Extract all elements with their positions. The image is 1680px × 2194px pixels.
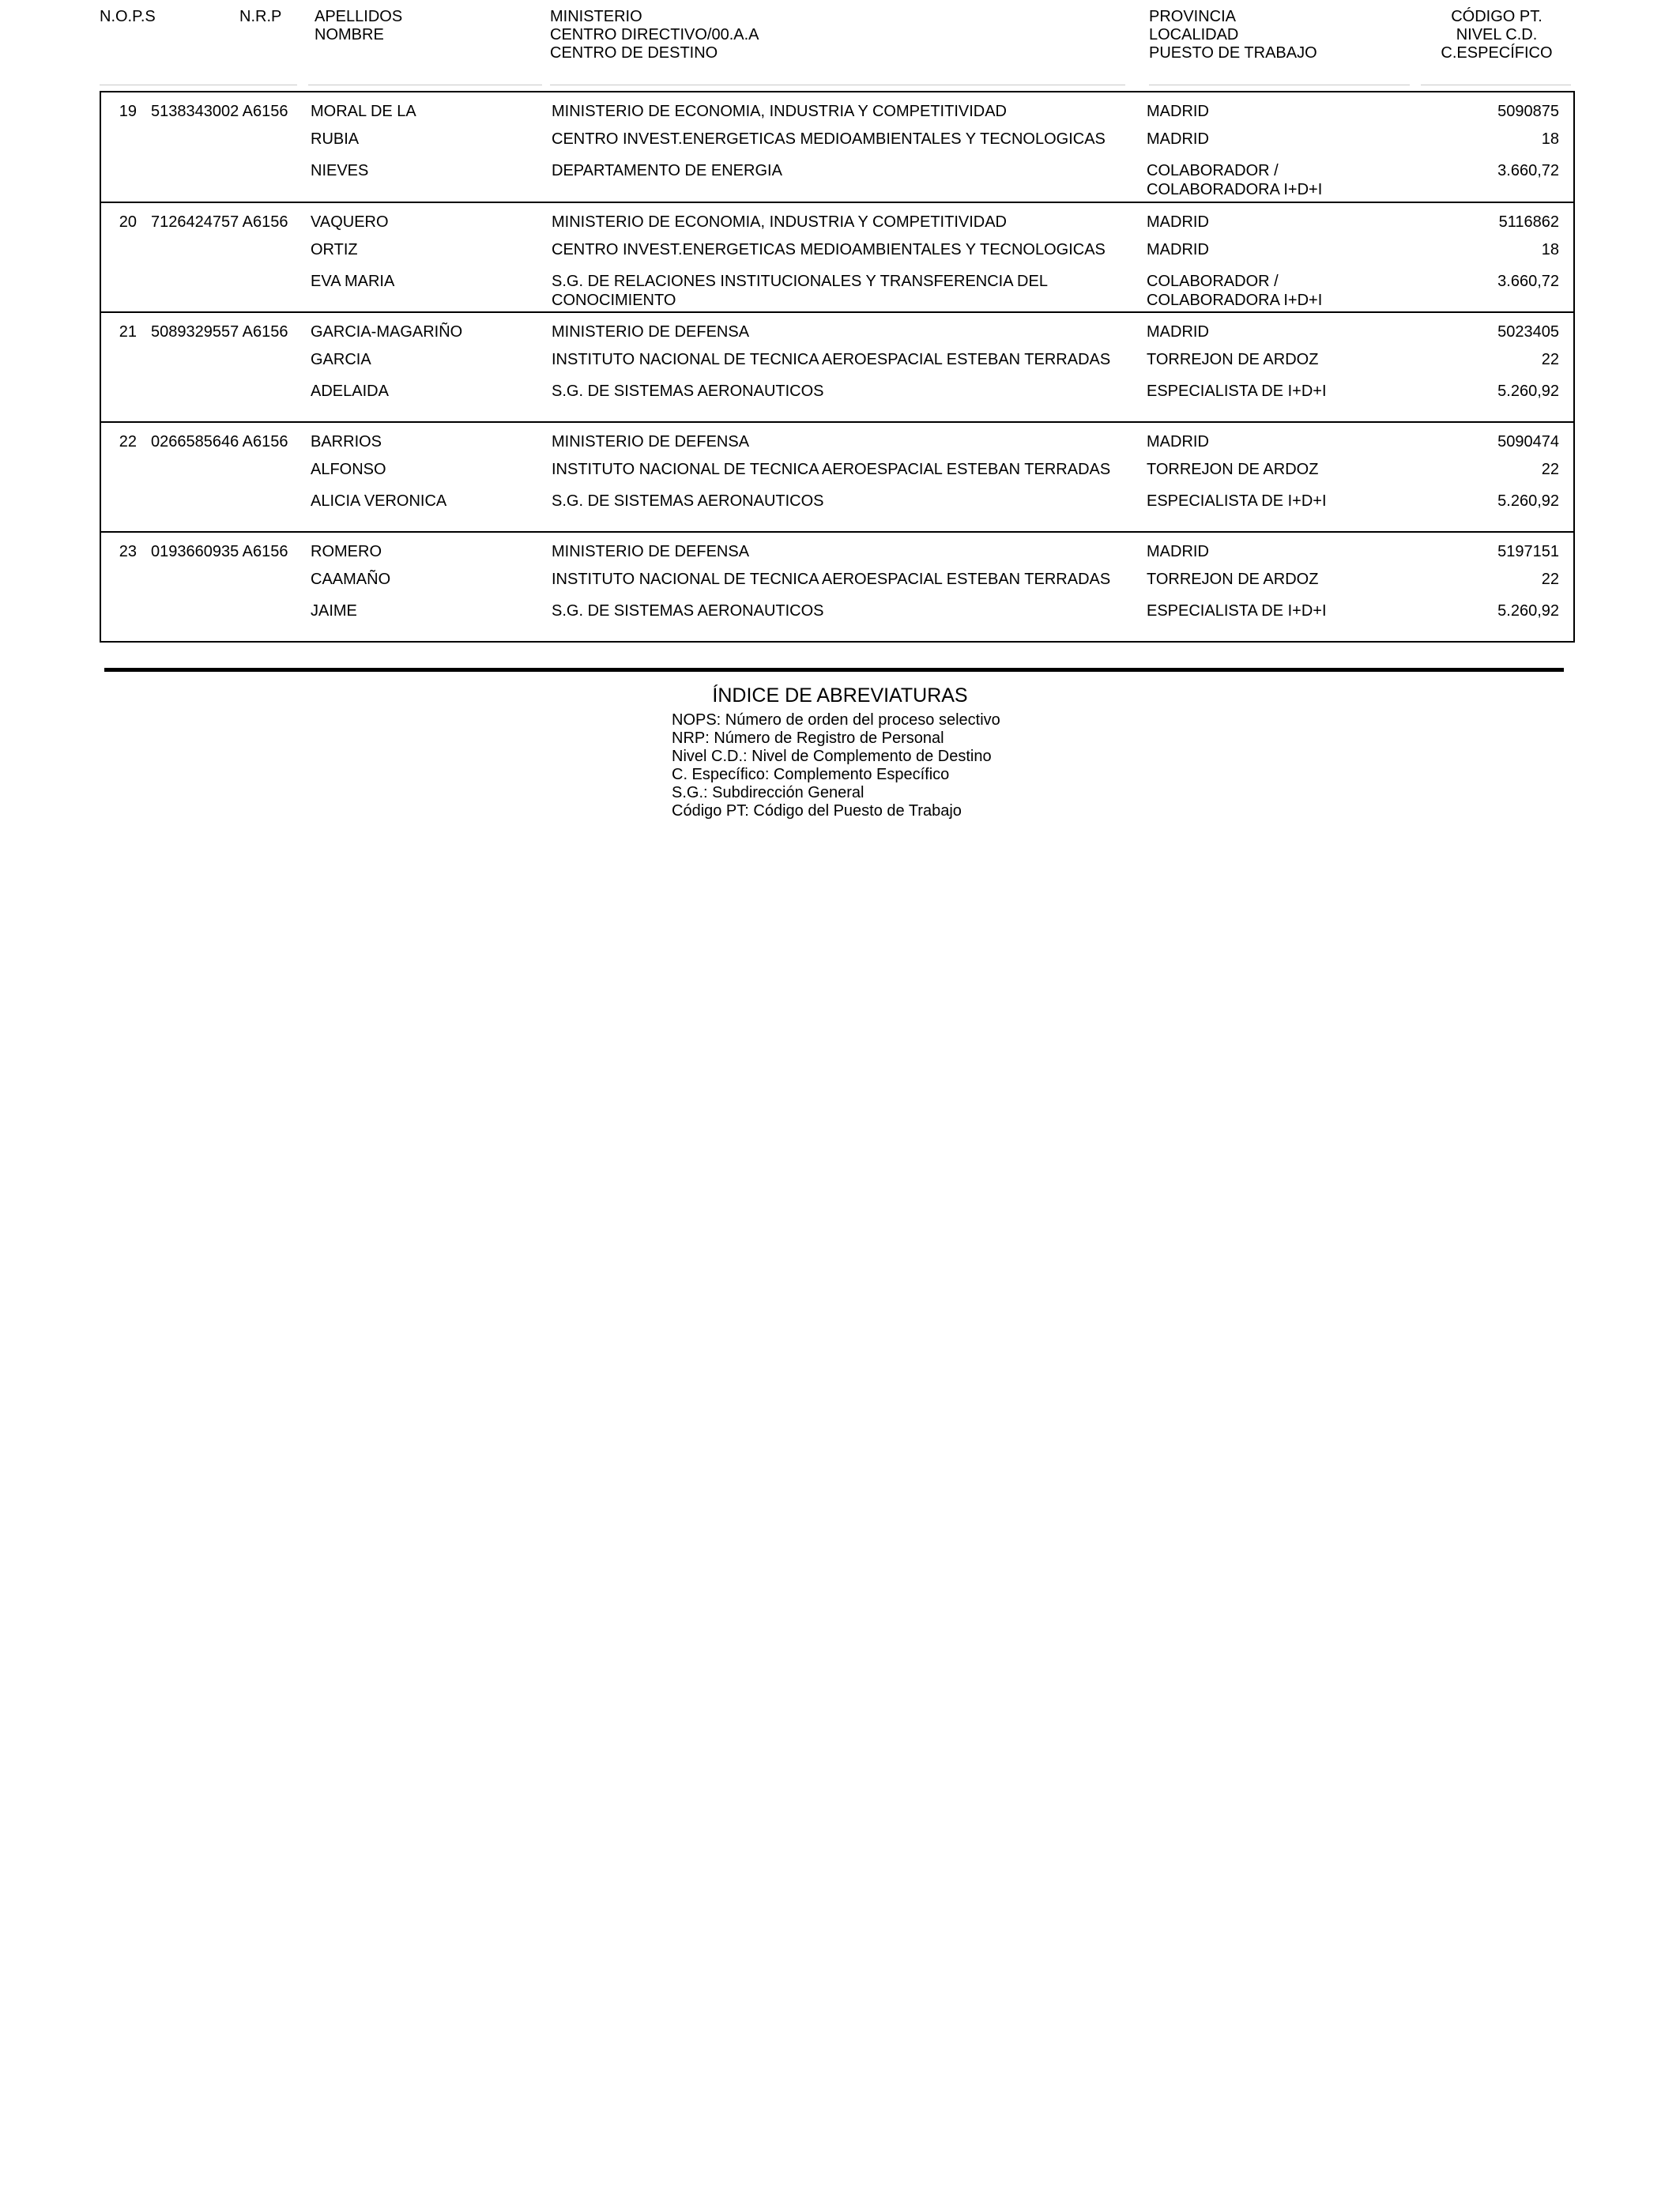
record-surname-1: GARCIA-MAGARIÑO [311, 323, 463, 341]
record-destination-center: S.G. DE SISTEMAS AERONAUTICOS [552, 492, 824, 510]
record-nrp: 5138343002 A6156 [151, 103, 288, 120]
records-table [100, 91, 1575, 643]
record-level: 18 [1541, 130, 1559, 148]
record-surname-1: MORAL DE LA [311, 103, 416, 120]
abbreviation-item: NRP: Número de Registro de Personal [672, 729, 944, 747]
header-code-label: CÓDIGO PT. [1451, 8, 1543, 25]
abbreviations-title: ÍNDICE DE ABREVIATURAS [712, 684, 968, 707]
abbreviation-item: S.G.: Subdirección General [672, 784, 864, 801]
header-ministry-label: MINISTERIO [550, 8, 642, 25]
record-ministry: MINISTERIO DE ECONOMIA, INDUSTRIA Y COMPETITIVIDAD [552, 103, 1007, 120]
header-nops-label: N.O.P.S [100, 8, 156, 25]
table-row [101, 311, 1573, 421]
record-directive-center: INSTITUTO NACIONAL DE TECNICA AEROESPACIAL ESTEBAN TERRADAS [552, 461, 1111, 478]
record-province: MADRID [1147, 103, 1209, 120]
record-locality: TORREJON DE ARDOZ [1147, 351, 1319, 368]
record-specific: 5.260,92 [1497, 383, 1559, 400]
header-level-label: NIVEL C.D. [1456, 26, 1538, 43]
record-job: COLABORADOR / COLABORADORA I+D+I [1147, 162, 1323, 198]
record-province: MADRID [1147, 543, 1209, 560]
record-specific: 5.260,92 [1497, 492, 1559, 510]
record-nrp: 5089329557 A6156 [151, 323, 288, 341]
record-job: ESPECIALISTA DE I+D+I [1147, 383, 1327, 400]
record-surname-2: CAAMAÑO [311, 571, 391, 588]
table-row [101, 92, 1573, 202]
record-province: MADRID [1147, 323, 1209, 341]
record-nops: 22 [119, 433, 137, 450]
record-locality: TORREJON DE ARDOZ [1147, 571, 1319, 588]
abbreviation-item: Código PT: Código del Puesto de Trabajo [672, 802, 962, 820]
header-nrp-label: N.R.P [239, 8, 282, 25]
record-nops: 19 [119, 103, 137, 120]
record-directive-center: INSTITUTO NACIONAL DE TECNICA AEROESPACIAL ESTEBAN TERRADAS [552, 571, 1111, 588]
record-directive-center: INSTITUTO NACIONAL DE TECNICA AEROESPACIAL ESTEBAN TERRADAS [552, 351, 1111, 368]
record-ministry: MINISTERIO DE DEFENSA [552, 323, 750, 341]
record-code: 5090875 [1497, 103, 1559, 120]
header-province-label: PROVINCIA [1149, 8, 1237, 25]
record-firstname: ALICIA VERONICA [311, 492, 447, 510]
record-nops: 20 [119, 213, 137, 231]
record-surname-2: GARCIA [311, 351, 371, 368]
header-nrp [239, 8, 281, 26]
record-locality: MADRID [1147, 241, 1209, 258]
record-surname-1: BARRIOS [311, 433, 382, 450]
record-firstname: ADELAIDA [311, 383, 389, 400]
record-destination-center: DEPARTAMENTO DE ENERGIA [552, 162, 782, 179]
header-specific-label: C.ESPECÍFICO [1441, 44, 1553, 62]
record-ministry: MINISTERIO DE DEFENSA [552, 543, 750, 560]
table-row [101, 531, 1573, 641]
record-code: 5023405 [1497, 323, 1559, 341]
record-locality: TORREJON DE ARDOZ [1147, 461, 1319, 478]
record-job: COLABORADOR / COLABORADORA I+D+I [1147, 273, 1323, 309]
record-surname-1: ROMERO [311, 543, 382, 560]
record-province: MADRID [1147, 433, 1209, 450]
record-code: 5116862 [1498, 213, 1559, 231]
record-nrp: 0193660935 A6156 [151, 543, 288, 560]
record-level: 22 [1541, 571, 1559, 588]
record-firstname: JAIME [311, 602, 357, 620]
section-divider [104, 668, 1564, 672]
header-destination-center-label: CENTRO DE DESTINO [550, 44, 718, 62]
record-destination-center: S.G. DE SISTEMAS AERONAUTICOS [552, 602, 824, 620]
header-directive-center-label: CENTRO DIRECTIVO/00.A.A [550, 26, 759, 43]
record-surname-2: RUBIA [311, 130, 360, 148]
record-specific: 3.660,72 [1497, 273, 1559, 290]
header-job-label: PUESTO DE TRABAJO [1149, 44, 1317, 62]
header-locality-label: LOCALIDAD [1149, 26, 1239, 43]
abbreviation-item: C. Específico: Complemento Específico [672, 766, 950, 783]
header-ministry-column [550, 8, 759, 62]
record-level: 22 [1541, 351, 1559, 368]
record-job: ESPECIALISTA DE I+D+I [1147, 602, 1327, 620]
record-specific: 5.260,92 [1497, 602, 1559, 620]
record-firstname: NIEVES [311, 162, 369, 179]
header-province-column [1149, 8, 1317, 62]
record-nops: 21 [119, 323, 137, 341]
record-level: 22 [1541, 461, 1559, 478]
record-code: 5090474 [1497, 433, 1559, 450]
record-ministry: MINISTERIO DE ECONOMIA, INDUSTRIA Y COMPETITIVIDAD [552, 213, 1007, 231]
record-destination-center: S.G. DE SISTEMAS AERONAUTICOS [552, 383, 824, 400]
record-nrp: 7126424757 A6156 [151, 213, 288, 231]
record-firstname: EVA MARIA [311, 273, 395, 290]
record-ministry: MINISTERIO DE DEFENSA [552, 433, 750, 450]
record-destination-center: S.G. DE RELACIONES INSTITUCIONALES Y TRANSFERENCIA DEL CONOCIMIENTO [552, 273, 1048, 309]
abbreviation-item: NOPS: Número de orden del proceso selectivo [672, 711, 1000, 729]
abbreviation-item: Nivel C.D.: Nivel de Complemento de Destino [672, 748, 992, 765]
record-surname-2: ALFONSO [311, 461, 386, 478]
table-row [101, 202, 1573, 311]
record-specific: 3.660,72 [1497, 162, 1559, 179]
record-surname-1: VAQUERO [311, 213, 389, 231]
record-directive-center: CENTRO INVEST.ENERGETICAS MEDIOAMBIENTALES Y TECNOLOGICAS [552, 130, 1106, 148]
record-nrp: 0266585646 A6156 [151, 433, 288, 450]
record-surname-2: ORTIZ [311, 241, 358, 258]
record-nops: 23 [119, 543, 137, 560]
header-firstname-label: NOMBRE [315, 26, 384, 43]
record-code: 5197151 [1497, 543, 1559, 560]
record-job: ESPECIALISTA DE I+D+I [1147, 492, 1327, 510]
record-directive-center: CENTRO INVEST.ENERGETICAS MEDIOAMBIENTALES Y TECNOLOGICAS [552, 241, 1106, 258]
header-surnames-label: APELLIDOS [315, 8, 403, 25]
table-row [101, 421, 1573, 531]
abbreviations-list [672, 711, 1000, 820]
header-code-column [1418, 8, 1576, 62]
record-level: 18 [1541, 241, 1559, 258]
header-name-column [315, 8, 402, 44]
record-province: MADRID [1147, 213, 1209, 231]
header-nops [100, 8, 156, 26]
record-locality: MADRID [1147, 130, 1209, 148]
